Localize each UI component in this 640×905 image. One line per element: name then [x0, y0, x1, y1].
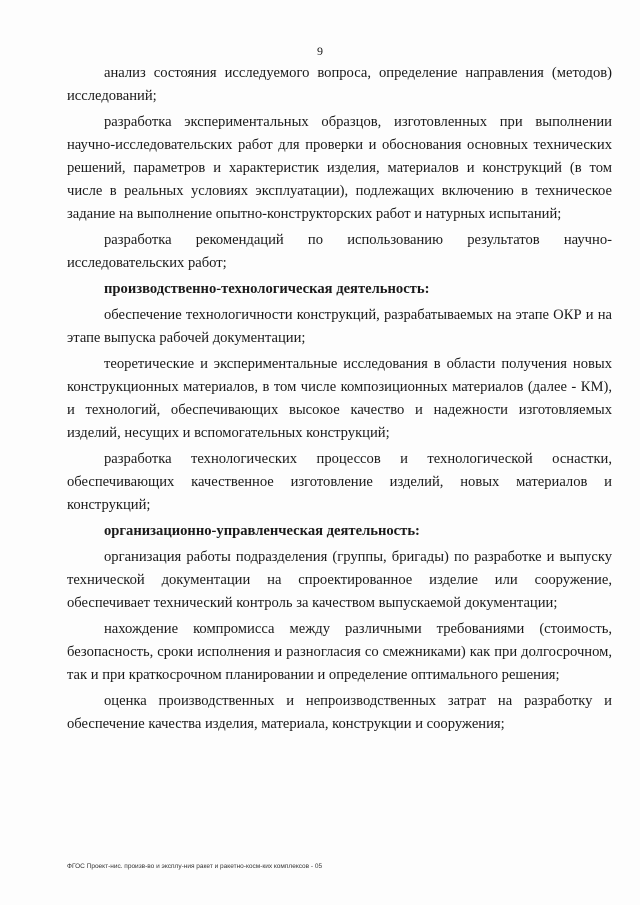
page-body [67, 62, 612, 739]
paragraph: разработка технологических процессов и технологической оснастки, обеспечивающих качественное изготовление изделий, новых материалов и конструкций; [67, 451, 612, 513]
section-heading: организационно-управленческая деятельность: [104, 523, 420, 539]
paragraph: разработка экспериментальных образцов, изготовленных при выполнении научно-исследовательских работ для проверки и обоснования основных технических решений, параметров и характеристик изделия, материалов и конструкций (в том числе в реальных условиях эксплуатации), подлежащих включению в техническое задание на выполнение опытно-конструкторских работ и натурных испытаний; [67, 114, 612, 222]
paragraph: анализ состояния исследуемого вопроса, определение направления (методов) исследований; [67, 65, 612, 104]
page-footer: ФГОС Проект-нис. произв-во и эксплу-ния ракет и ракетно-косм-ких комплексов - 05 [67, 863, 323, 870]
paragraph: разработка рекомендаций по использованию результатов научно-исследовательских работ; [67, 232, 612, 271]
paragraph: обеспечение технологичности конструкций, разрабатываемых на этапе ОКР и на этапе выпуска рабочей документации; [67, 307, 612, 346]
paragraph: организация работы подразделения (группы, бригады) по разработке и выпуску технической документации на спроектированное изделие или сооружение, обеспечивает технический контроль за качеством выпускаемой документации; [67, 549, 612, 611]
paragraph: нахождение компромисса между различными требованиями (стоимость, безопасность, сроки исполнения и разногласия со смежниками) как при долгосрочном, так и при краткосрочном планировании и определение оптимального решения; [67, 621, 612, 683]
paragraph: теоретические и экспериментальные исследования в области получения новых конструкционных материалов, в том числе композиционных материалов (далее - КМ), и технологий, обеспечивающих высокое качество и надежности изготовляемых изделий, несущих и вспомогательных конструкций; [67, 356, 612, 441]
section-heading: производственно-технологическая деятельность: [104, 281, 430, 297]
paragraph: оценка производственных и непроизводственных затрат на разработку и обеспечение качества изделия, материала, конструкции и сооружения; [67, 693, 612, 732]
page-number: 9 [317, 44, 323, 58]
